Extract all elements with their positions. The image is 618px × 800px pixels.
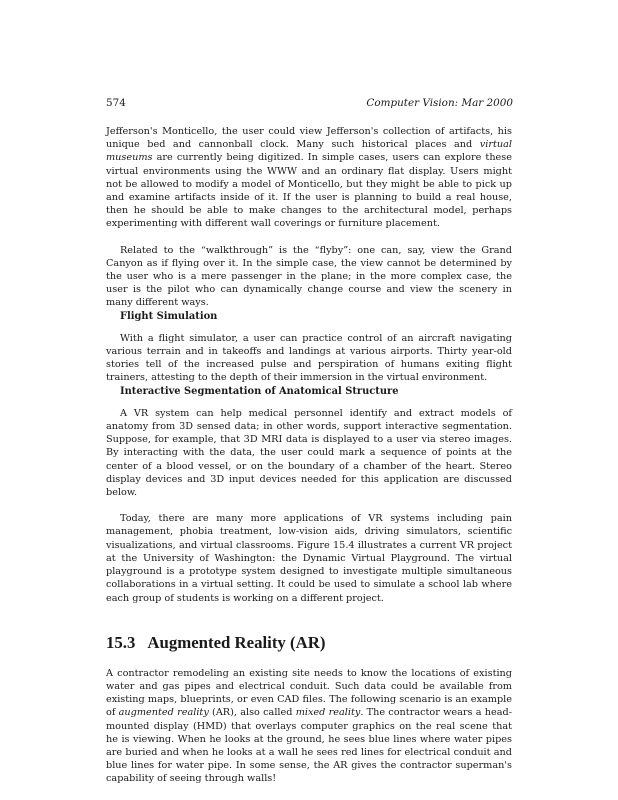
text-run: . The contractor wears a head-mounted display (HMD) that overlays computer graphics on the real scene that he is viewing. When he looks at the ground, he sees blue lines where water pipes are buried and when he looks at a wall he sees red lines for electrical conduit and blue lines for water pipe. In some sense, the AR gives the contractor superman's capability of seeing through walls! bbox=[106, 707, 512, 785]
section-heading bbox=[106, 633, 512, 653]
emphasis-virtual-museums: virtual museums bbox=[106, 139, 512, 164]
text-run: A contractor remodeling an existing site needs to know the locations of existing water and gas pipes and electrical conduit. Such data could be available from existing maps, blueprints, or even CAD files. The following scenario is an example of bbox=[106, 667, 512, 719]
section-number: 15.3 bbox=[106, 632, 136, 652]
text-run: Jefferson's Monticello, the user could view Jefferson's collection of artifacts, his unique bed and cannonball clock. Many such historical places and bbox=[106, 126, 512, 151]
paragraph-augmented-reality bbox=[106, 667, 512, 786]
emphasis-augmented-reality: augmented reality bbox=[118, 707, 209, 719]
text-run: (AR), also called bbox=[208, 707, 296, 719]
paragraph-flight-simulation: With a flight simulator, a user can practice control of an aircraft navigating various terrain and in takeoffs and landings at various airports. Thirty year-old stories tell of the increased pulse and perspiration of humans exiting flight trainers, attesting to the depth of their immersion in the virtual environment. bbox=[106, 332, 512, 384]
body-text bbox=[106, 125, 512, 786]
text-run: are currently being digitized. In simple cases, users can explore these virtual environments using the WWW and an ordinary flat display. Users might not be allowed to modify a model of Monticello, but they might be able to pick up and examine artifacts inside of it. If the user is planning to build a real house, then he should be able to make changes to the architectural model, perhaps experimenting with different wall coverings or furniture placement. bbox=[106, 152, 512, 230]
paragraph-segmentation: A VR system can help medical personnel identify and extract models of anatomy from 3D sensed data; in other words, support interactive segmentation. Suppose, for example, that 3D MRI data is displayed to a user via stereo images. By interacting with the data, the user could mark a sequence of points at the center of a blood vessel, or on the boundary of a chamber of the heart. Stereo display devices and 3D input devices needed for this application are discussed below. bbox=[106, 407, 512, 499]
subheading-flight-simulation: Flight Simulation bbox=[120, 310, 218, 322]
subheading-interactive-segmentation: Interactive Segmentation of Anatomical Structure bbox=[120, 385, 399, 397]
section-title: Augmented Reality (AR) bbox=[147, 632, 326, 652]
paragraph-applications: Today, there are many more applications of VR systems including pain management, phobia treatment, low-vision aids, driving simulators, scientific visualizations, and virtual classrooms. Figure 15.4 illustrates a current VR project at the University of Washington: the Dynamic Virtual Playground. The virtual playground is a prototype system designed to investigate multiple simultaneous collaborations in a virtual setting. It could be used to simulate a school lab where each group of students is working on a different project. bbox=[106, 513, 512, 604]
paragraph-flyby: Related to the “walkthrough” is the “flyby”: one can, say, view the Grand Canyon as if flying over it. In the simple case, the view cannot be determined by the user who is a mere passenger in the plane; in the more complex case, the user is the pilot who can dynamically change course and view the scenery in many different ways. bbox=[106, 244, 512, 309]
emphasis-mixed-reality: mixed reality bbox=[295, 707, 361, 719]
paragraph-monticello bbox=[106, 125, 512, 231]
running-header bbox=[106, 97, 513, 109]
page-number: 574 bbox=[106, 97, 126, 109]
running-title: Computer Vision: Mar 2000 bbox=[366, 97, 513, 109]
